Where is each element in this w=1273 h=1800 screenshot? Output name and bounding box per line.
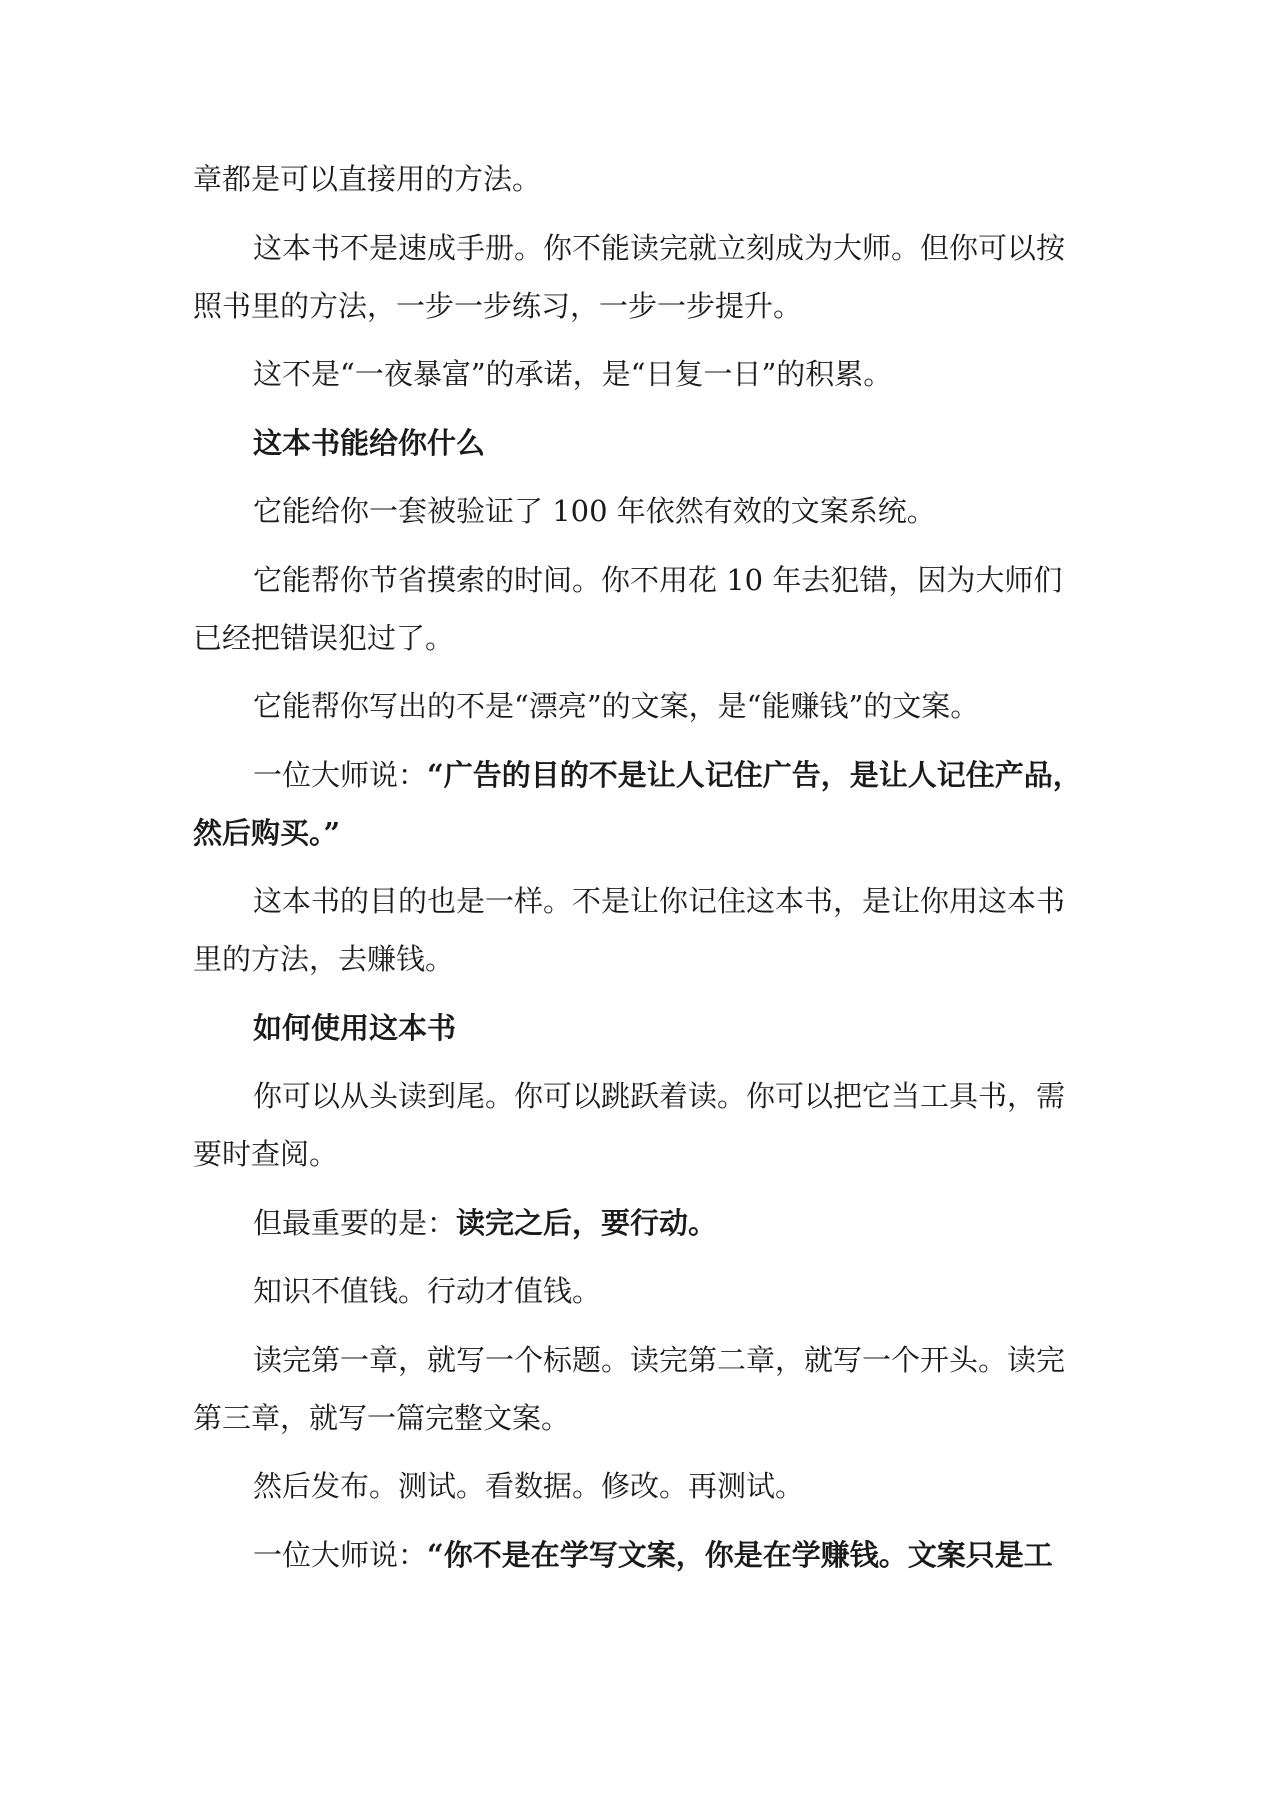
paragraph-10-line-1 — [253, 1203, 1093, 1243]
paragraph-12-line-1: 读完第一章，就写一个标题。读完第二章，就写一个开头。读完 — [253, 1343, 1066, 1377]
bold-quote: “广告的目的不是让人记住广告，是让人记住产品， — [427, 758, 1082, 792]
paragraph-4-line-1: 它能给你一套被验证了 100 年依然有效的文案系统。 — [253, 494, 936, 528]
paragraph-11-line-1: 知识不值钱。行动才值钱。 — [253, 1274, 602, 1308]
paragraph-3-line-1: 这不是“一夜暴富”的承诺，是“日复一日”的积累。 — [253, 357, 893, 391]
quote-attribution: 一位大师说： — [253, 758, 428, 792]
bold-quote: “你不是在学写文案，你是在学赚钱。文案只是工 — [427, 1538, 1053, 1572]
section-heading-1: 这本书能给你什么 — [253, 426, 486, 460]
section-heading-2: 如何使用这本书 — [253, 1011, 457, 1045]
paragraph-1-line-1: 章都是可以直接用的方法。 — [193, 162, 542, 196]
paragraph-13-line-1: 然后发布。测试。看数据。修改。再测试。 — [253, 1469, 805, 1503]
paragraph-8-line-2: 里的方法，去赚钱。 — [193, 942, 455, 976]
paragraph-12-line-2: 第三章，就写一篇完整文案。 — [193, 1401, 571, 1435]
paragraph-7-line-2: 然后购买。” — [193, 816, 341, 850]
bold-emphasis: 读完之后，要行动。 — [456, 1206, 718, 1240]
paragraph-8-line-1: 这本书的目的也是一样。不是让你记住这本书，是让你用这本书 — [253, 884, 1066, 918]
paragraph-2-line-1: 这本书不是速成手册。你不能读完就立刻成为大师。但你可以按 — [253, 231, 1066, 265]
paragraph-2-line-2: 照书里的方法，一步一步练习，一步一步提升。 — [193, 289, 803, 323]
emphasis-prefix: 但最重要的是： — [253, 1206, 457, 1240]
paragraph-5-line-2: 已经把错误犯过了。 — [193, 621, 455, 655]
paragraph-6-line-1: 它能帮你写出的不是“漂亮”的文案，是“能赚钱”的文案。 — [253, 689, 980, 723]
paragraph-9-line-1: 你可以从头读到尾。你可以跳跃着读。你可以把它当工具书，需 — [253, 1079, 1066, 1113]
quote-attribution: 一位大师说： — [253, 1538, 428, 1572]
paragraph-9-line-2: 要时查阅。 — [193, 1137, 339, 1171]
paragraph-5-line-1: 它能帮你节省摸索的时间。你不用花 10 年去犯错，因为大师们 — [253, 563, 1063, 597]
paragraph-14-line-1 — [253, 1535, 1093, 1575]
paragraph-7-line-1 — [253, 755, 1093, 795]
